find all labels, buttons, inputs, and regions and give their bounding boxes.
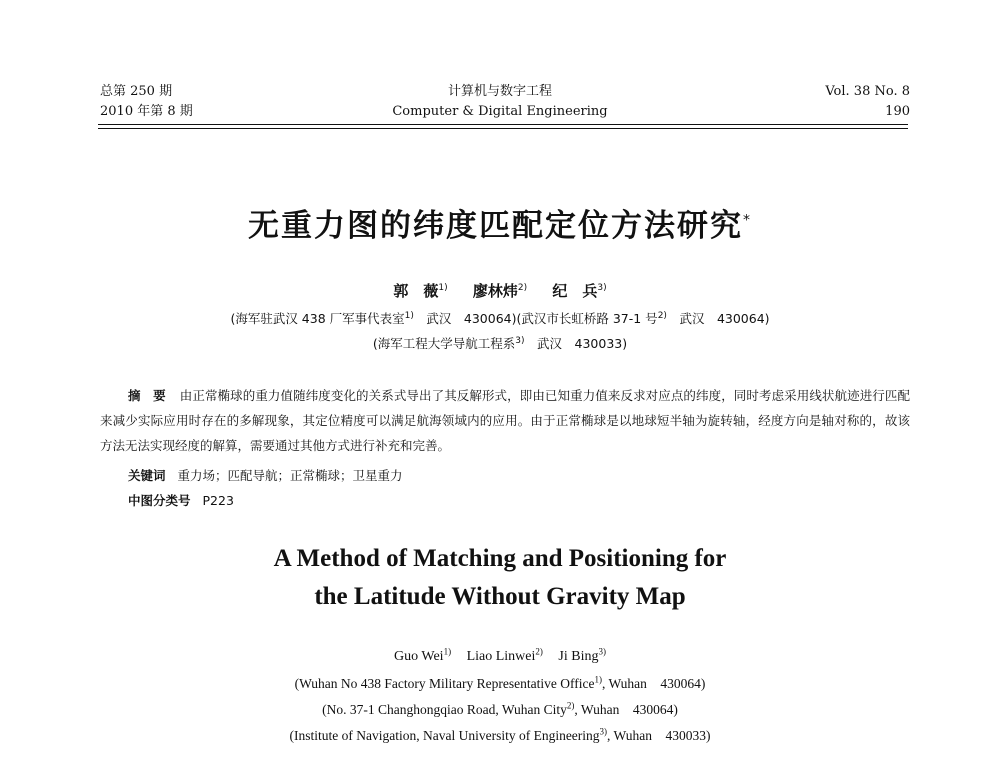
title-en-line2: the Latitude Without Gravity Map bbox=[314, 583, 686, 610]
volume-number: Vol. 38 No. 8 bbox=[825, 84, 910, 99]
keywords-label: 关键词 bbox=[128, 468, 166, 483]
paper-title-zh bbox=[0, 200, 1000, 245]
author-name: Guo Wei bbox=[394, 648, 444, 664]
classification-label: 中图分类号 bbox=[128, 493, 191, 508]
abstract-zh bbox=[100, 383, 910, 458]
author-en bbox=[466, 646, 543, 664]
affiliation-en-line2 bbox=[0, 698, 1000, 718]
paper-title-en bbox=[0, 540, 1000, 616]
author-sup: 2) bbox=[517, 283, 528, 293]
aff-text: (Wuhan No 438 Factory Military Representative Office bbox=[294, 676, 595, 691]
aff-text: (海军工程大学导航工程系 bbox=[372, 336, 516, 351]
author-name: 廖林炜 bbox=[472, 282, 518, 300]
author-en bbox=[394, 646, 452, 664]
aff-text: 武汉 430064)(武汉市长虹桥路 37-1 号 bbox=[413, 311, 658, 326]
aff-text: , Wuhan 430064) bbox=[574, 702, 678, 717]
title-footnote-mark: * bbox=[743, 212, 752, 229]
author-name: 纪 兵 bbox=[552, 282, 598, 300]
aff-sup: 2) bbox=[566, 700, 575, 711]
header-rule-thin bbox=[98, 128, 908, 129]
author-sup: 3) bbox=[597, 283, 607, 293]
journal-volume-info bbox=[825, 82, 910, 122]
author-zh bbox=[552, 282, 606, 300]
aff-sup: 1) bbox=[404, 310, 414, 321]
author-en bbox=[558, 646, 606, 664]
author-zh bbox=[473, 282, 527, 300]
classification-code bbox=[128, 491, 234, 509]
aff-text: (Institute of Navigation, Naval University of Engineering bbox=[289, 728, 600, 743]
abstract-label: 摘 要 bbox=[128, 388, 166, 403]
aff-text: (No. 37-1 Changhongqiao Road, Wuhan City bbox=[322, 702, 567, 717]
affiliation-en-line1 bbox=[0, 672, 1000, 692]
issue-year: 2010 年第 8 期 bbox=[100, 104, 193, 119]
author-sup: 1) bbox=[438, 283, 448, 293]
affiliation-en-line3 bbox=[0, 724, 1000, 744]
author-sup: 1) bbox=[443, 646, 452, 656]
abstract-text: 由正常椭球的重力值随纬度变化的关系式导出了其反解形式，即由已知重力值来反求对应点的纬度，同时考虑采用线状航迹进行匹配来减少实际应用时存在的多解现象，其定位精度可以满足航海领域内的应用。由于正常椭球是以地球短半轴为旋转轴，经度方向是轴对称的，故该方法无法实现经度的解算，需要通过其他方式进行补充和完善。 bbox=[100, 388, 910, 453]
aff-sup: 3) bbox=[515, 335, 525, 346]
header-rule bbox=[98, 124, 908, 125]
journal-name-zh: 计算机与数字工程 bbox=[447, 84, 552, 99]
authors-zh bbox=[0, 280, 1000, 301]
author-sup: 3) bbox=[598, 646, 606, 656]
affiliation-zh-line2 bbox=[0, 334, 1000, 352]
author-sup: 2) bbox=[535, 646, 543, 656]
aff-sup: 3) bbox=[599, 726, 608, 737]
author-zh bbox=[393, 282, 447, 300]
aff-text: 武汉 430064) bbox=[666, 311, 770, 326]
page-number: 190 bbox=[885, 104, 910, 119]
affiliation-zh-line1 bbox=[0, 309, 1000, 327]
keywords-zh bbox=[128, 466, 403, 484]
author-name: Ji Bing bbox=[558, 648, 599, 664]
aff-text: 武汉 430033) bbox=[524, 336, 628, 351]
aff-text: (海军驻武汉 438 厂军事代表室 bbox=[230, 311, 405, 326]
aff-sup: 2) bbox=[657, 310, 667, 321]
classification-value: P223 bbox=[202, 493, 234, 508]
journal-name-en: Computer & Digital Engineering bbox=[392, 104, 608, 119]
aff-text: , Wuhan 430033) bbox=[607, 728, 711, 743]
aff-text: , Wuhan 430064) bbox=[601, 676, 706, 691]
aff-sup: 1) bbox=[594, 674, 602, 685]
issue-total: 总第 250 期 bbox=[100, 84, 173, 99]
author-name: 郭 薇 bbox=[393, 282, 439, 300]
title-zh-text: 无重力图的纬度匹配定位方法研究 bbox=[248, 208, 743, 244]
title-en-line1: A Method of Matching and Positioning for bbox=[273, 545, 727, 572]
keywords-text: 重力场；匹配导航；正常椭球；卫星重力 bbox=[177, 468, 403, 483]
author-name: Liao Linwei bbox=[466, 648, 536, 664]
authors-en bbox=[0, 646, 1000, 665]
